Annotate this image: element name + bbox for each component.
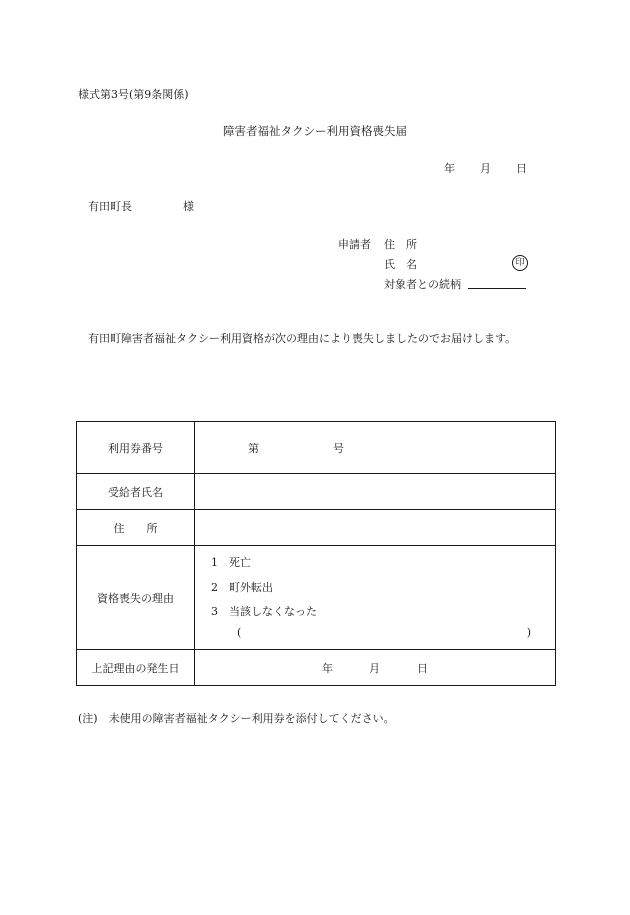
- recipient-name-label: 受給者氏名: [77, 474, 195, 510]
- ticket-number-label: 利用券番号: [77, 422, 195, 474]
- form-number: 様式第3号(第9条関係): [78, 88, 189, 101]
- occurrence-year: 年: [322, 662, 333, 675]
- addressee-town: 有田町長: [88, 200, 132, 213]
- loss-reason-label: 資格喪失の理由: [77, 546, 195, 650]
- date-day-label: 日: [516, 162, 527, 175]
- address-label: 住 所: [77, 510, 195, 546]
- application-table: [76, 421, 556, 686]
- ticket-number-cell: [195, 422, 556, 474]
- document-title: 障害者福祉タクシー利用資格喪失届: [223, 124, 407, 138]
- ticket-suffix: 号: [333, 442, 344, 455]
- occurrence-day: 日: [417, 662, 428, 675]
- reason-option-death: 1 死亡: [211, 556, 251, 569]
- address-cell: [195, 510, 556, 546]
- applicant-label: 申請者: [338, 238, 371, 251]
- relation-label: 対象者との続柄: [384, 278, 461, 291]
- applicant-address-label: 住 所: [384, 238, 417, 251]
- relation-blank-line: [468, 288, 526, 289]
- reason-option-no-longer-eligible: 3 当該しなくなった: [211, 605, 317, 618]
- seal-mark: 印: [512, 255, 528, 271]
- reason-option-moved-out: 2 町外転出: [211, 581, 273, 594]
- table-row: [77, 422, 556, 474]
- applicant-name-label: 氏 名: [384, 258, 417, 271]
- occurrence-month: 月: [369, 662, 380, 675]
- declaration-statement: 有田町障害者福祉タクシー利用資格が次の理由により喪失しましたのでお届けします。: [88, 332, 517, 345]
- ticket-prefix: 第: [248, 442, 259, 455]
- table-row: [77, 650, 556, 686]
- occurrence-date-label: 上記理由の発生日: [77, 650, 195, 686]
- table-row: [77, 546, 556, 650]
- table-row: [77, 510, 556, 546]
- date-year-label: 年: [444, 162, 455, 175]
- occurrence-date-cell: [195, 650, 556, 686]
- footnote: (注) 未使用の障害者福祉タクシー利用券を添付してください。: [78, 712, 395, 725]
- date-month-label: 月: [480, 162, 491, 175]
- other-reason-paren-close: ): [526, 626, 531, 639]
- addressee-honorific: 様: [183, 200, 194, 213]
- other-reason-paren-open: (: [237, 626, 242, 639]
- loss-reason-cell: [195, 546, 556, 650]
- recipient-name-cell: [195, 474, 556, 510]
- table-row: [77, 474, 556, 510]
